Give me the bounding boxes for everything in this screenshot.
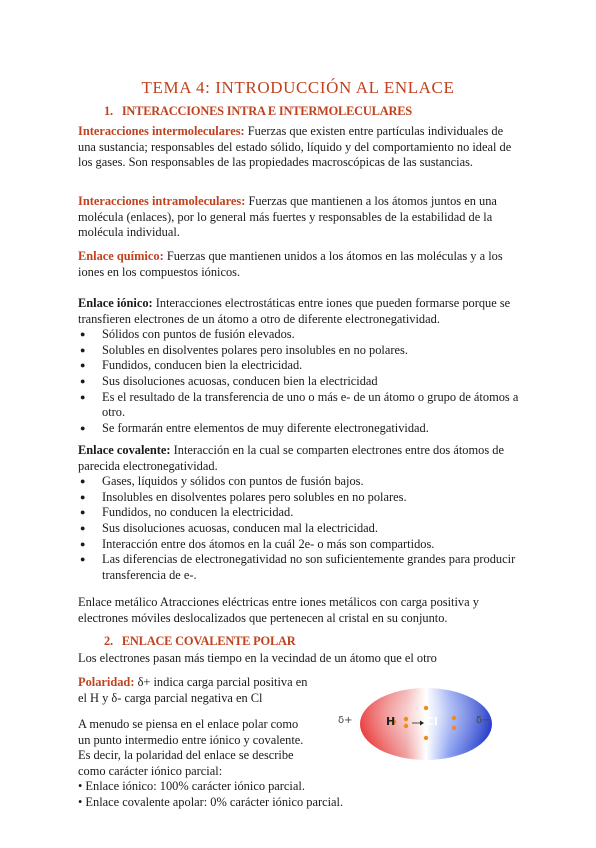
text-enlace-covalente: Interacción en la cual se comparten electrones entre dos átomos de parecida electronegatividad.: [78, 443, 504, 473]
term-enlace-quimico: Enlace químico:: [78, 249, 164, 263]
section-2-title: ENLACE COVALENTE POLAR: [121, 634, 296, 648]
section-2-number: 2.: [104, 634, 113, 648]
paragraph-intermoleculares: [78, 124, 524, 171]
paragraph-enlace-ionico: [78, 296, 524, 436]
electron-dot: [452, 716, 456, 720]
list-item: ● Sus disoluciones acuosas, conducen mal la electricidad.: [78, 521, 524, 537]
term-intramoleculares: Interacciones intramoleculares:: [78, 194, 246, 208]
polaridad-line-2: el H y δ- carga parcial negativa en Cl: [78, 690, 263, 705]
paragraph-polaridad: [78, 675, 338, 706]
term-polaridad: Polaridad:: [78, 675, 135, 689]
paragraph-intramoleculares: [78, 194, 524, 241]
delta-plus-label: δ+: [338, 715, 353, 726]
electron-dot: [424, 736, 428, 740]
list-item: ● Solubles en disolventes polares pero insolubles en no polares.: [78, 343, 524, 359]
polar-desc-line: A menudo se piensa en el enlace polar como: [78, 717, 299, 731]
section-1-number: 1.: [104, 104, 113, 118]
term-enlace-covalente: Enlace covalente:: [78, 443, 171, 457]
text-intramoleculares: Fuerzas que mantienen a los átomos juntos en una molécula (enlaces), por lo general más fuertes y responsables de la estabilidad de la molécula individual.: [78, 194, 497, 240]
text-enlace-ionico: Interacciones electrostáticas entre iones que pueden formarse porque se transfieren electrones de un átomo a otro de diferente electronegatividad.: [78, 296, 511, 326]
atom-label-h: H: [386, 715, 396, 728]
hcl-electron-density-image: [330, 682, 500, 766]
polar-desc-line: como carácter iónico parcial:: [78, 763, 223, 778]
paragraph-enlace-quimico: [78, 249, 524, 280]
polar-desc-line: Es decir, la polaridad del enlace se describe: [78, 748, 294, 763]
polar-desc-line: • Enlace iónico: 100% carácter iónico parcial.: [78, 779, 305, 794]
electron-dot: [424, 706, 428, 710]
delta-minus-label: δ−: [476, 715, 491, 726]
list-item: ● Las diferencias de electronegatividad no son suficientemente grandes para producir transferencia de e-.: [78, 552, 524, 583]
atom-label-cl: Cl: [426, 715, 438, 728]
list-item: ● Sólidos con puntos de fusión elevados.: [78, 327, 524, 343]
list-item: ● Gases, líquidos y sólidos con puntos de fusión bajos.: [78, 474, 524, 490]
list-item: ● Sus disoluciones acuosas, conducen bien la electricidad: [78, 374, 524, 390]
section-1-title: INTERACCIONES INTRA E INTERMOLECULARES: [121, 104, 412, 118]
polaridad-line-1: δ+ indica carga parcial positiva en: [137, 675, 308, 689]
electron-dot: [452, 726, 456, 730]
text-enlace-quimico: Fuerzas que mantienen unidos a los átomos en las moléculas y a los iones en los compuestos iónicos.: [78, 249, 503, 279]
section-2-heading: [104, 634, 296, 650]
paragraph-enlace-metalico: Enlace metálico Atracciones eléctricas entre iones metálicos con carga positiva y electrones móviles deslocalizados que pertenecen al cristal en su conjunto.: [78, 595, 479, 625]
list-enlace-covalente: [78, 474, 524, 583]
term-intermoleculares: Interacciones intermoleculares:: [78, 124, 245, 138]
electron-dot: [404, 717, 408, 721]
electron-dot: [404, 724, 408, 728]
section-1-heading: [104, 104, 412, 120]
list-item: ● Fundidos, no conducen la electricidad.: [78, 505, 524, 521]
polar-desc-line: un punto intermedio entre iónico y covalente.: [78, 732, 304, 747]
paragraph-enlace-covalente: [78, 443, 524, 583]
list-enlace-ionico: [78, 327, 524, 436]
list-item: ● Es el resultado de la transferencia de uno o más e- de un átomo o grupo de átomos a otro.: [78, 390, 524, 421]
page-title: TEMA 4: INTRODUCCIÓN AL ENLACE: [141, 78, 455, 97]
polar-desc-line: • Enlace covalente apolar: 0% carácter iónico parcial.: [78, 794, 344, 809]
paragraph-polar-description: [78, 717, 348, 811]
term-enlace-ionico: Enlace iónico:: [78, 296, 153, 310]
section-2-text: Los electrones pasan más tiempo en la vecindad de un átomo que el otro: [78, 651, 437, 665]
list-item: ● Se formarán entre elementos de muy diferente electronegatividad.: [78, 421, 524, 437]
hcl-polarity-diagram: [330, 682, 500, 766]
list-item: ● Interacción entre dos átomos en la cuál 2e- o más son compartidos.: [78, 537, 524, 553]
list-item: ● Insolubles en disolventes polares pero solubles en no polares.: [78, 490, 524, 506]
list-item: ● Fundidos, conducen bien la electricidad.: [78, 358, 524, 374]
text-intermoleculares: Fuerzas que existen entre partículas individuales de una sustancia; responsables del estado sólido, líquido y del comportamiento no ideal de los gases. Son responsables de las propiedades macroscópicas de las sustancias.: [78, 124, 512, 170]
